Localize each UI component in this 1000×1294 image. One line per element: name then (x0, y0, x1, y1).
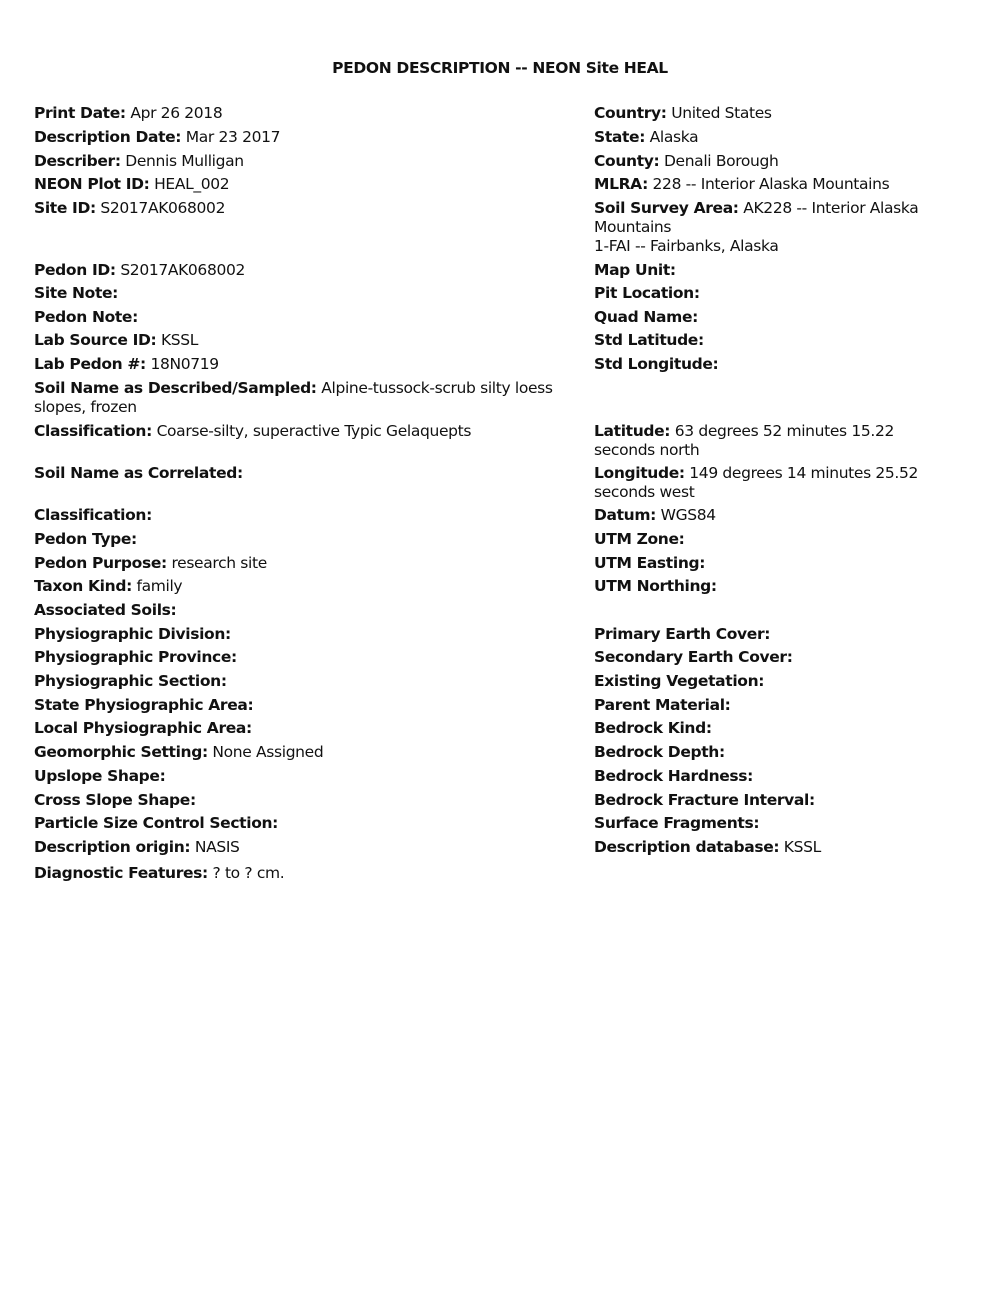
existing-vegetation-field (594, 672, 954, 691)
secondary-earth-cover-field (594, 648, 954, 667)
field-value: ? to ? cm. (212, 864, 285, 882)
surface-fragments-field (594, 814, 954, 833)
field-label: Bedrock Depth: (594, 743, 725, 761)
neon-plot-id-field (34, 175, 594, 194)
field-label: County: (594, 152, 660, 170)
cross-slope-shape-field (34, 791, 594, 810)
field-row (34, 379, 969, 417)
field-row (34, 104, 969, 123)
describer-field (34, 152, 594, 171)
field-row (34, 530, 969, 549)
field-label: Map Unit: (594, 261, 676, 279)
datum-field (594, 506, 954, 525)
description-origin-field (34, 838, 594, 857)
field-label: State Physiographic Area: (34, 696, 254, 714)
field-label: Description Date: (34, 128, 182, 146)
std-longitude-field (594, 355, 954, 374)
field-value: Mar 23 2017 (185, 128, 281, 146)
field-value: HEAL_002 (154, 175, 230, 193)
field-label: Physiographic Province: (34, 648, 237, 666)
field-row (34, 791, 969, 810)
physiographic-section-field (34, 672, 594, 691)
field-row (34, 767, 969, 786)
geomorphic-setting-field (34, 743, 594, 762)
field-value: None Assigned (212, 743, 324, 761)
field-label: Country: (594, 104, 667, 122)
field-row (34, 199, 969, 255)
field-label: UTM Easting: (594, 554, 706, 572)
field-label: Diagnostic Features: (34, 864, 208, 882)
field-row (34, 422, 969, 459)
page-title: PEDON DESCRIPTION -- NEON Site HEAL (332, 59, 668, 77)
field-label: Bedrock Hardness: (594, 767, 754, 785)
particle-size-control-section-field (34, 814, 594, 833)
description-date-field (34, 128, 594, 147)
print-date-field (34, 104, 594, 123)
field-value: 63 degrees 52 minutes 15.22 seconds north (594, 422, 894, 459)
longitude-field (594, 464, 924, 502)
field-label: Description database: (594, 838, 780, 856)
field-label: Physiographic Division: (34, 625, 231, 643)
field-value: Dennis Mulligan (125, 152, 244, 170)
field-label: UTM Northing: (594, 577, 717, 595)
field-row (34, 464, 969, 501)
field-label: Std Longitude: (594, 355, 719, 373)
field-label: Print Date: (34, 104, 126, 122)
bedrock-kind-field (594, 719, 954, 738)
field-label: Cross Slope Shape: (34, 791, 196, 809)
field-row (34, 261, 969, 280)
field-label: Classification: (34, 422, 152, 440)
field-row (34, 152, 969, 171)
bedrock-fracture-interval-field (594, 791, 954, 810)
field-row (34, 331, 969, 350)
field-label: Pedon Note: (34, 308, 138, 326)
primary-earth-cover-field (594, 625, 954, 644)
lab-source-id-field (34, 331, 594, 350)
field-label: Soil Name as Described/Sampled: (34, 379, 317, 397)
field-label: Associated Soils: (34, 601, 177, 619)
field-label: Quad Name: (594, 308, 698, 326)
field-value: United States (671, 104, 772, 122)
field-label: Bedrock Fracture Interval: (594, 791, 815, 809)
map-unit-field (594, 261, 954, 280)
quad-name-field (594, 308, 954, 327)
field-label: Site Note: (34, 284, 119, 302)
soil-name-described-field (34, 379, 589, 417)
latitude-field (594, 422, 954, 460)
field-row (34, 696, 969, 715)
field-value: AK228 -- Interior Alaska Mountains (594, 199, 919, 236)
upslope-shape-field (34, 767, 594, 786)
field-label: UTM Zone: (594, 530, 685, 548)
field-row (34, 864, 969, 883)
utm-zone-field (594, 530, 954, 549)
field-row (34, 308, 969, 327)
field-label: MLRA: (594, 175, 648, 193)
pedon-type-field (34, 530, 594, 549)
mlra-field (594, 175, 954, 194)
field-value: NASIS (194, 838, 240, 856)
field-row (34, 284, 969, 303)
pedon-purpose-field (34, 554, 594, 573)
field-label: Physiographic Section: (34, 672, 227, 690)
field-row (34, 814, 969, 833)
field-row (34, 355, 969, 374)
field-label: Existing Vegetation: (594, 672, 765, 690)
country-field (594, 104, 954, 123)
field-label: State: (594, 128, 646, 146)
field-row (34, 128, 969, 147)
field-label: Soil Survey Area: (594, 199, 739, 217)
field-value: S2017AK068002 (120, 261, 245, 279)
field-value: family (136, 577, 183, 595)
soil-survey-area-field (594, 199, 954, 256)
field-value: Apr 26 2018 (130, 104, 223, 122)
field-value: Denali Borough (663, 152, 779, 170)
field-label: Geomorphic Setting: (34, 743, 208, 761)
utm-northing-field (594, 577, 954, 596)
field-label: Pedon Type: (34, 530, 137, 548)
field-value: Alaska (649, 128, 699, 146)
field-label: Parent Material: (594, 696, 731, 714)
field-row (34, 648, 969, 667)
field-label: Longitude: (594, 464, 685, 482)
pit-location-field (594, 284, 954, 303)
field-value: 18N0719 (150, 355, 219, 373)
field-label: Secondary Earth Cover: (594, 648, 793, 666)
bedrock-hardness-field (594, 767, 954, 786)
field-value: KSSL (160, 331, 199, 349)
field-label: Classification: (34, 506, 152, 524)
physiographic-division-field (34, 625, 594, 644)
field-label: Lab Source ID: (34, 331, 157, 349)
field-label: Primary Earth Cover: (594, 625, 771, 643)
field-row (34, 506, 969, 525)
utm-easting-field (594, 554, 954, 573)
field-value-extra: 1-FAI -- Fairbanks, Alaska (594, 237, 779, 255)
state-physiographic-area-field (34, 696, 594, 715)
bedrock-depth-field (594, 743, 954, 762)
field-value: research site (171, 554, 267, 572)
site-note-field (34, 284, 594, 303)
field-row (34, 175, 969, 194)
diagnostic-features-field (34, 864, 594, 883)
field-label: Site ID: (34, 199, 96, 217)
associated-soils-field (34, 601, 594, 620)
site-id-field (34, 199, 594, 218)
local-physiographic-area-field (34, 719, 594, 738)
field-label: Lab Pedon #: (34, 355, 146, 373)
field-row (34, 743, 969, 762)
field-row (34, 601, 969, 620)
field-value: WGS84 (660, 506, 716, 524)
classification-correlated-field (34, 506, 594, 525)
std-latitude-field (594, 331, 954, 350)
county-field (594, 152, 954, 171)
field-label: Pit Location: (594, 284, 700, 302)
field-row (34, 838, 969, 857)
soil-name-correlated-field (34, 464, 594, 483)
pedon-note-field (34, 308, 594, 327)
description-database-field (594, 838, 954, 857)
parent-material-field (594, 696, 954, 715)
field-row (34, 625, 969, 644)
field-label: Upslope Shape: (34, 767, 166, 785)
field-label: Soil Name as Correlated: (34, 464, 243, 482)
field-label: Taxon Kind: (34, 577, 132, 595)
field-label: Bedrock Kind: (594, 719, 712, 737)
field-label: Latitude: (594, 422, 671, 440)
field-label: Description origin: (34, 838, 191, 856)
field-value: Alpine-tussock-scrub silty loess slopes, frozen (34, 379, 553, 416)
field-label: Datum: (594, 506, 657, 524)
field-row (34, 672, 969, 691)
field-value: Coarse-silty, superactive Typic Gelaquepts (156, 422, 472, 440)
field-label: Local Physiographic Area: (34, 719, 252, 737)
field-value: 228 -- Interior Alaska Mountains (652, 175, 890, 193)
field-label: NEON Plot ID: (34, 175, 150, 193)
field-label: Pedon Purpose: (34, 554, 167, 572)
field-row (34, 577, 969, 596)
lab-pedon-field (34, 355, 594, 374)
field-value: S2017AK068002 (100, 199, 226, 217)
field-label: Surface Fragments: (594, 814, 760, 832)
classification-field (34, 422, 594, 441)
field-row (34, 554, 969, 573)
physiographic-province-field (34, 648, 594, 667)
field-value: 149 degrees 14 minutes 25.52 seconds west (594, 464, 919, 501)
field-label: Std Latitude: (594, 331, 704, 349)
state-field (594, 128, 954, 147)
field-row (34, 719, 969, 738)
taxon-kind-field (34, 577, 594, 596)
field-label: Describer: (34, 152, 121, 170)
field-label: Pedon ID: (34, 261, 116, 279)
field-label: Particle Size Control Section: (34, 814, 279, 832)
field-value: KSSL (783, 838, 821, 856)
pedon-id-field (34, 261, 594, 280)
